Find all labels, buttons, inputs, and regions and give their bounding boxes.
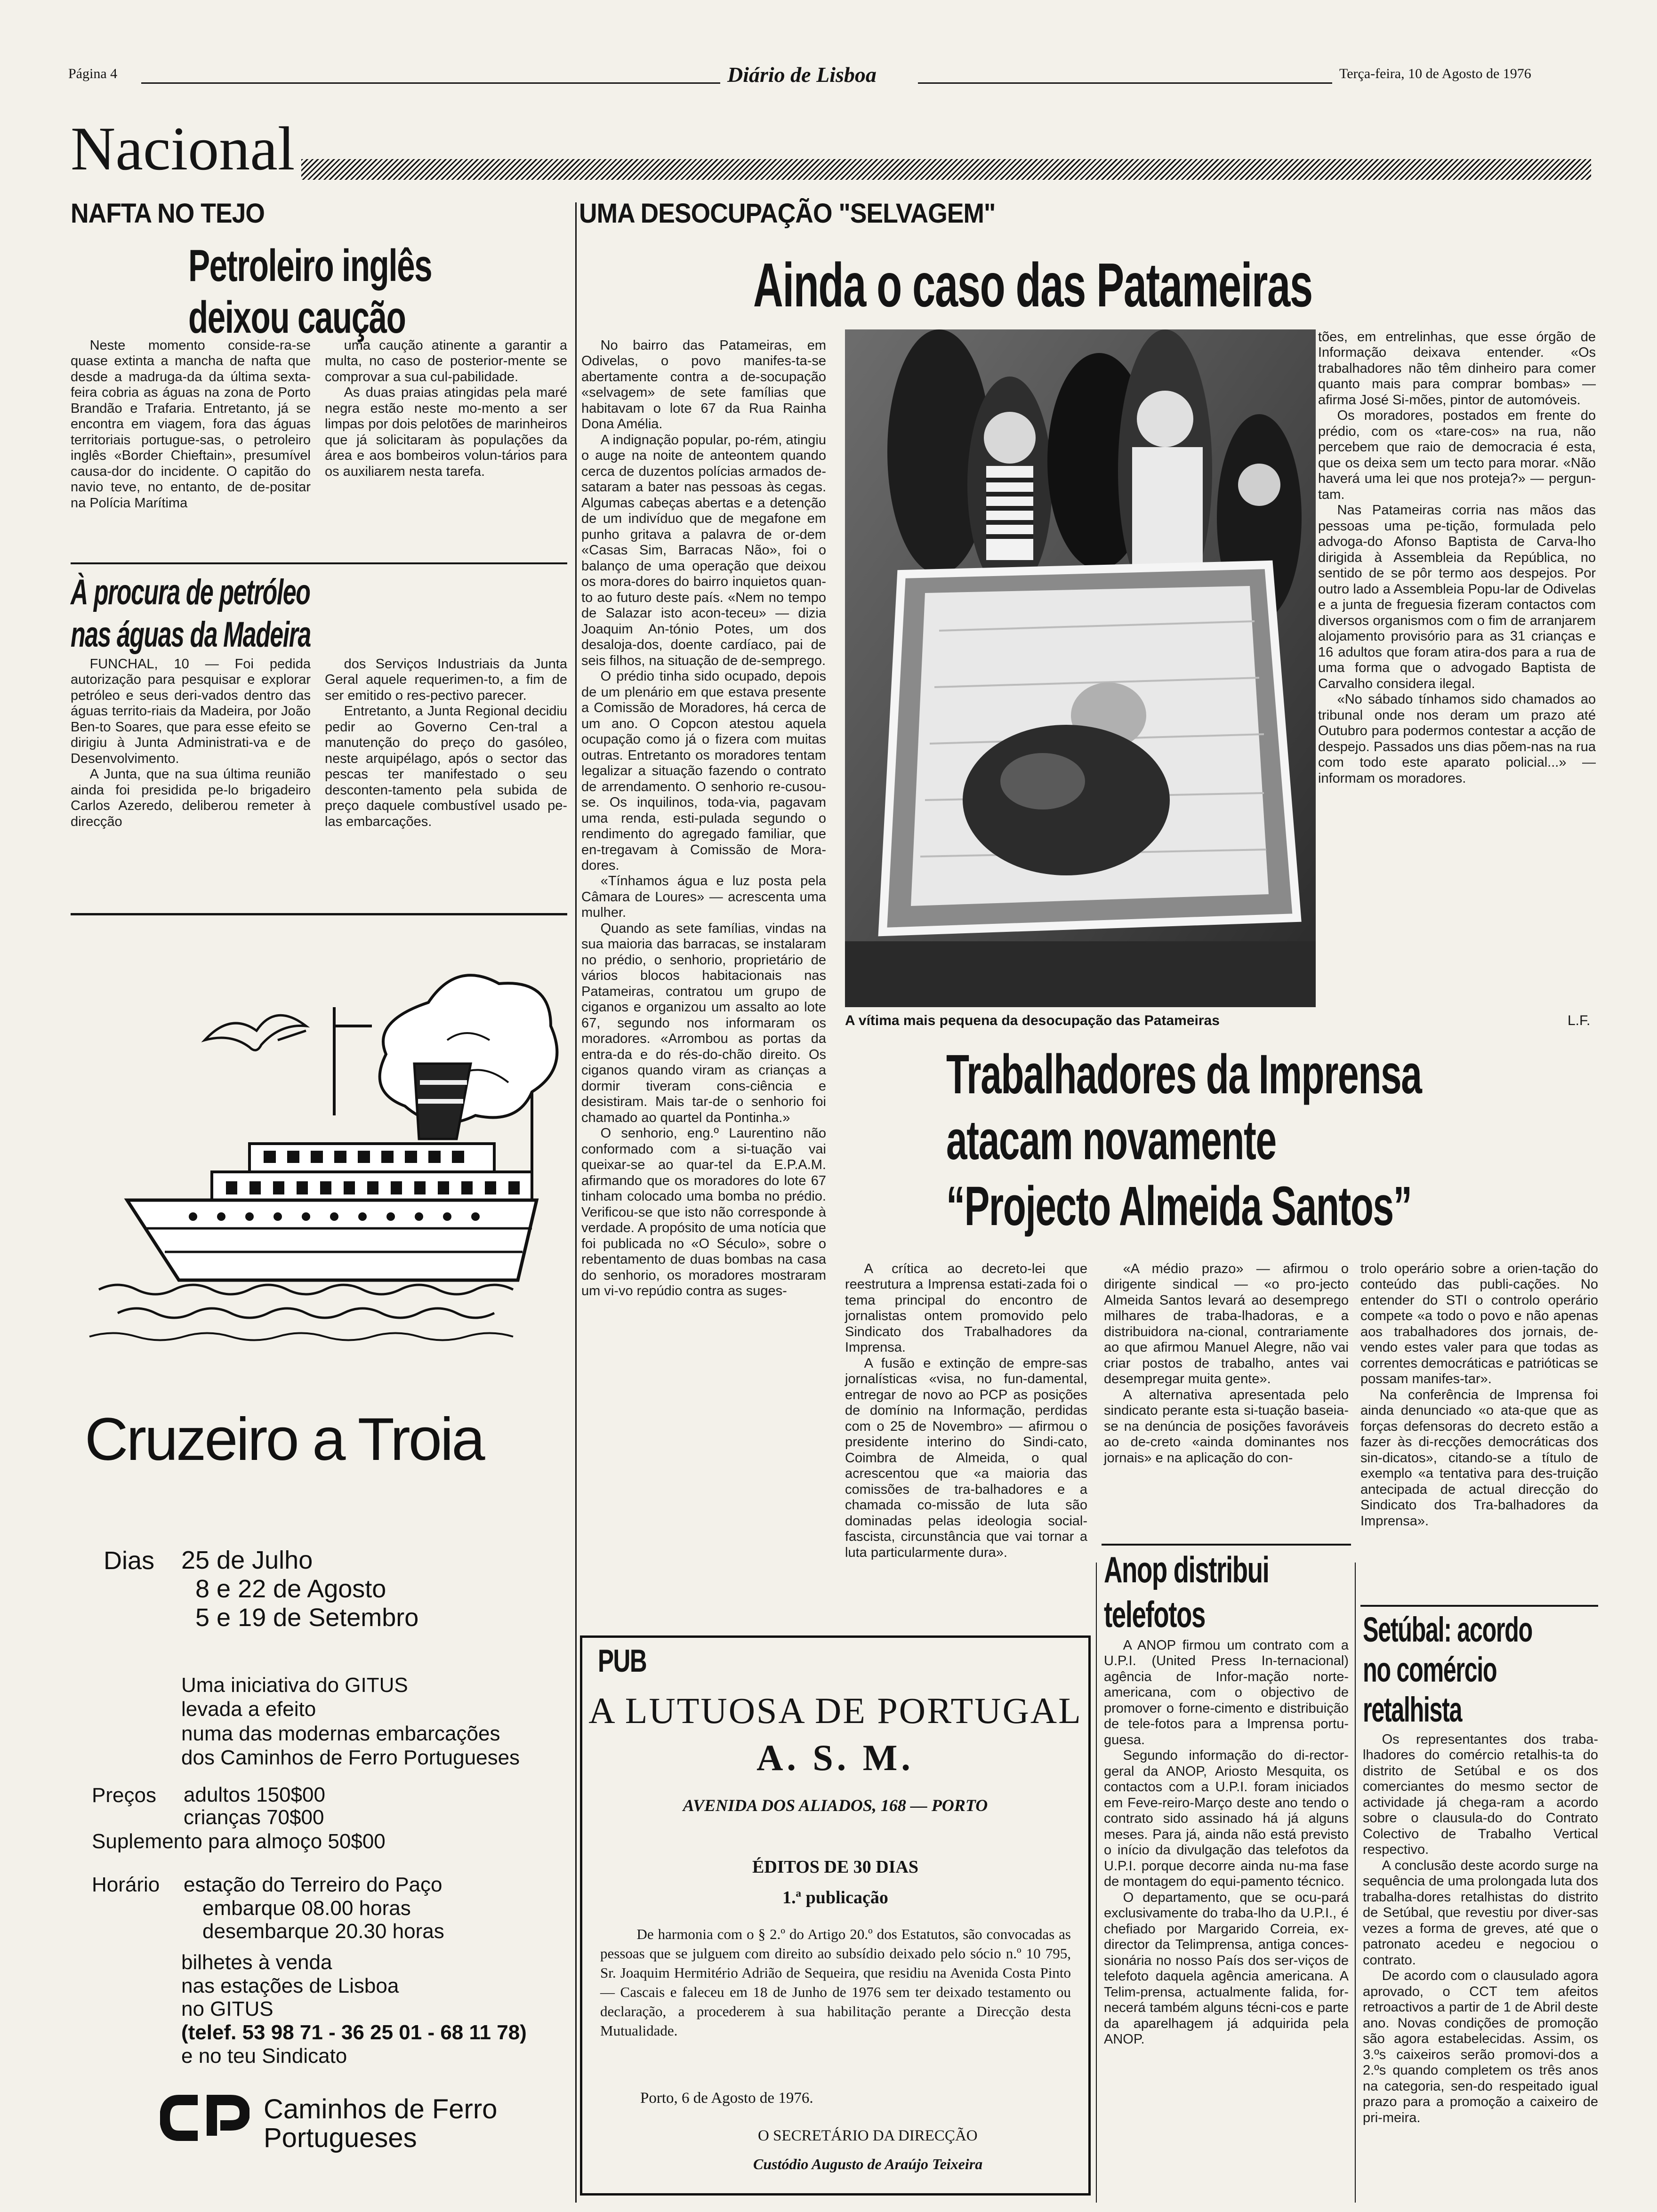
imprensa-col-3	[1360, 1261, 1598, 1529]
ad-logo-line: Caminhos de Ferro	[264, 2094, 498, 2124]
ad-iniciativa-line: Uma iniciativa do GITUS	[181, 1674, 408, 1697]
ad-dias-label: Dias	[104, 1547, 155, 1575]
section-hatch-bar	[301, 159, 1591, 180]
setubal-headline-2: no comércio	[1363, 1650, 1497, 1689]
ad-horario-list	[184, 1873, 444, 1943]
rule-anop-top	[1102, 1544, 1351, 1546]
ad-bilhetes-line: bilhetes à venda	[181, 1951, 332, 1974]
nafta-col-1	[71, 338, 311, 511]
anop-headline-2: telefotos	[1104, 1594, 1205, 1635]
photo-caption: A vítima mais pequena da desocupação das Patameiras	[845, 1013, 1220, 1028]
ad-bilhetes	[181, 1951, 527, 2068]
madeira-paragraph: A Junta, que na sua última reunião ainda foi presidida pe-lo brigadeiro Carlos Azeredo, deliberou remeter à direcção	[71, 767, 311, 829]
pub-signer-title: O SECRETÁRIO DA DIRECÇÃO	[758, 2127, 978, 2144]
ad-iniciativa-line: levada a efeito	[181, 1698, 316, 1721]
imprensa-paragraph: trolo operário sobre a orien-tação do conteúdo das publi-cações. No entender do STI o controlo operário compete «a todo o povo e não apenas aos trabalhadores dos jornais, de-vendo estes valer para que todas as correntes democráticas e patrióticas se possam manifes-tar».	[1360, 1261, 1598, 1387]
madeira-paragraph: FUNCHAL, 10 — Foi pedida autorização para pesquisar e explorar petróleo e seus deri-vados dentro das águas territo-riais da Madeira, por João Ben-to Soares, que para esse efeito se dirigiu à Junta Administrati-va e de Desenvolvimento.	[71, 657, 311, 766]
setubal-headline-3: retalhista	[1363, 1690, 1462, 1729]
nafta-paragraph: uma caução atinente a garantir a multa, no caso de posterior-mente se comprovar a sua cul-pabilidade.	[325, 338, 567, 385]
anop-body	[1104, 1638, 1349, 2048]
imprensa-paragraph: «A médio prazo» — afirmou o dirigente sindical — «o pro-jecto Almeida Santos levará ao desemprego milhares de traba-lhadoras, e a distribuidora na-cional, contrariamente ao que afirmou Manuel Alegre, não vai criar postos de trabalho, antes vai desempregar muita gente».	[1104, 1261, 1349, 1387]
patameiras-paragraph: O senhorio, eng.º Laurentino não conformado com a si-tuação vai queixar-se ao quar-tel da E.P.A.M. afirmando que os moradores do lote 67 tinham colocado uma bomba no prédio. Verificou-se que isto não corresponde à verdade. A propósito de uma notícia que foi publicada no «O Século», sobre o rebentamento de duas bombas na casa do senhorio, os moradores mostraram um vi-vo repúdio contra as suges-	[581, 1126, 826, 1299]
ad-precos-label: Preços	[92, 1784, 156, 1807]
pub-label: PUB	[598, 1643, 647, 1679]
ad-horario-label: Horário	[92, 1873, 160, 1896]
ad-precos-list	[184, 1784, 325, 1829]
imprensa-col-1	[845, 1261, 1087, 1561]
pub-place-date: Porto, 6 de Agosto de 1976.	[640, 2090, 813, 2107]
ad-logo-line: Portugueses	[264, 2122, 417, 2153]
ad-dia: 8 e 22 de Agosto	[195, 1575, 386, 1603]
patameiras-paragraph: Quando as sete famílias, vindas na sua maioria das barracas, se instalaram no prédio, o senhorio, proprietário de vários blocos habitacionais nas Patameiras, contratou um grupo de ciganos e organizou um assalto ao lote 67, segundo nos informaram os moradores. «Arrombou as portas da entra-da e do rés-do-chão direito. Os ciganos quando viram as crianças a dormir tiveram cons-ciência e desistiram. Mais tar-de o senhorio foi chamado ao quartel da Pontinha.»	[581, 921, 826, 1125]
ad-bilhetes-line: nas estações de Lisboa	[181, 1974, 399, 1997]
setubal-paragraph: A conclusão deste acordo surge na sequência de uma prolongada luta dos trabalha-dores retalhistas do distrito de Setúbal, que revestiu por diver-sas vezes a forma de greves, até que o patronato acedeu e negociou o contrato.	[1363, 1858, 1598, 1968]
pub-title: ÉDITOS DE 30 DIAS	[752, 1857, 919, 1877]
rule-vertical-imprensa-2	[1355, 1563, 1356, 2203]
nafta-kicker: NAFTA NO TEJO	[71, 198, 265, 229]
patameiras-paragraph: «No sábado tínhamos sido chamados ao tribunal onde nos deram um prazo até Outubro para podermos contestar a acção de despejo. Passados uns dias põem-nas na rua com todo este aparato policial...» — informam os moradores.	[1318, 692, 1596, 786]
ad-dia: 25 de Julho	[181, 1546, 313, 1574]
pub-signer-name: Custódio Augusto de Araújo Teixeira	[753, 2156, 983, 2172]
rule-ad-top	[71, 913, 567, 915]
cp-logo-text: cp	[205, 2120, 206, 2121]
ad-iniciativa	[181, 1673, 520, 1770]
header-rule-right	[918, 82, 1332, 84]
nafta-headline-2: deixou caução	[188, 292, 406, 343]
ad-iniciativa-line: dos Caminhos de Ferro Portugueses	[181, 1746, 520, 1770]
madeira-col-1	[71, 657, 311, 830]
patameiras-photo	[845, 329, 1316, 1007]
rule-madeira-top	[71, 562, 567, 564]
ad-preco: crianças 70$00	[184, 1806, 324, 1829]
page-header	[0, 0, 1657, 94]
setubal-headline-1: Setúbal: acordo	[1363, 1610, 1532, 1649]
pub-org-2: A. S. M.	[756, 1737, 914, 1778]
patameiras-headline: Ainda o caso das Patameiras	[753, 250, 1312, 320]
imprensa-headline-3: “Projecto Almeida Santos”	[946, 1175, 1412, 1237]
nafta-headline-1: Petroleiro inglês	[188, 240, 432, 291]
ad-suplemento: Suplemento para almoço 50$00	[92, 1830, 386, 1853]
patameiras-paragraph: No bairro das Patameiras, em Odivelas, o povo manifes-ta-se abertamente contra a de-socupação «selvagem» de sete famílias que habitavam o lote 67 da Rua Rainha Dona Amélia.	[581, 338, 826, 432]
madeira-headline-1: À procura de petróleo	[71, 572, 310, 612]
patameiras-paragraph: A indignação popular, po-rém, atingiu o auge na noite de anteontem quando cerca de duzentos polícias armados de-sataram a bater nas pessoas às cegas. Algumas cabeças abertas e a detenção de um indivíduo que de megafone em punho gritava a palavra de or-dem «Casas Sim, Barracas Não», foi o balanço de uma operação que deixou os mora-dores do bairro inquietos quan-to ao futuro deste país. «Nem no tempo de Salazar isto acon-teceu» — dizia Joaquim An-tónio Potes, um dos desaloja-dos, doente cardíaco, pai de seis filhos, na situação de de-semprego.	[581, 432, 826, 668]
imprensa-paragraph: A fusão e extinção de empre-sas jornalísticas «visa, no fun-damental, entregar de novo ao PCP as posições de domínio na Informação, perdidas com o 25 de Novembro» — afirmou o presidente interino do Sindi-cato, Coimbra de Almeida, o qual acrescentou que «a maioria das comissões de tra-balhadores e a chamada co-missão de luta são dominadas pelas ideologia social-fascista, circunstância que vai tornar a luta particularmente dura».	[845, 1355, 1087, 1560]
ad-horario-line: embarque 08.00 horas	[202, 1896, 411, 1920]
ad-logo-text	[264, 2095, 497, 2153]
page-date: Terça-feira, 10 de Agosto de 1976	[1339, 66, 1531, 81]
patameiras-paragraph: tões, em entrelinhas, que esse órgão de Informação deixava entender. «Os trabalhadores não têm dinheiro para comer quanto mais para comprar bombas» — afirma José Si-mões, pintor de automóveis.	[1318, 329, 1596, 408]
ad-dias-list	[181, 1546, 418, 1632]
madeira-headline-2: nas águas da Madeira	[71, 615, 311, 655]
madeira-paragraph: dos Serviços Industriais da Junta Geral aquele requerimen-to, a fim de ser emitido o res-pectivo parecer.	[325, 657, 567, 703]
nafta-paragraph: As duas praias atingidas pela maré negra estão neste mo-mento a ser limpas por dois pelotões de marinheiros que já solicitaram às populações da área e aos bombeiros volun-tários para os auxiliarem nesta tarefa.	[325, 385, 567, 479]
madeira-col-2	[325, 657, 567, 830]
ad-horario-line: estação do Terreiro do Paço	[184, 1873, 442, 1896]
pub-org-1: A LUTUOSA DE PORTUGAL	[588, 1690, 1082, 1731]
imprensa-paragraph: A crítica ao decreto-lei que reestrutura a Imprensa estati-zada foi o tema principal do encontro de jornalistas ontem promovido pelo Sindicato dos Trabalhadores da Imprensa.	[845, 1261, 1087, 1355]
rule-vertical-left	[575, 202, 577, 2203]
anop-paragraph: A ANOP firmou um contrato com a U.P.I. (United Press In-ternacional) agência de Infor-mação norte-americana, com o objectivo de promover o forne-cimento e distribuição de tele-fotos para a Imprensa portu-guesa.	[1104, 1638, 1349, 1747]
setubal-paragraph: Os representantes dos traba-lhadores do comércio retalhis-ta do distrito de Setúbal e os dos comerciantes do mesmo sector de actividade já chega-ram a acordo sobre o clausula-do do Contrato Colectivo de Trabalho Vertical respectivo.	[1363, 1732, 1598, 1858]
ad-dia: 5 e 19 de Setembro	[195, 1603, 419, 1632]
ad-bilhetes-line: no GITUS	[181, 1997, 273, 2021]
ad-horario-line: desembarque 20.30 horas	[202, 1920, 444, 1943]
patameiras-kicker: UMA DESOCUPAÇÃO "SELVAGEM"	[579, 198, 996, 229]
page-number: Página 4	[68, 66, 118, 81]
setubal-paragraph: De acordo com o clausulado agora aprovado, o CCT tem afeitos retroactivos a partir de 1 de Abril deste ano. Novas condições de promoção são agora estabelecidas. Assim, os 3.ºs caixeiros serão promovi-dos a 2.ºs quando completem os três anos na categoria, sen-do respeitado igual prazo para a promoção a caixeiro de pri-meira.	[1363, 1968, 1598, 2125]
rule-setubal-top	[1360, 1605, 1598, 1607]
patameiras-col-3	[1318, 329, 1596, 786]
anop-headline-1: Anop distribui	[1104, 1549, 1269, 1590]
pub-address: AVENIDA DOS ALIADOS, 168 — PORTO	[683, 1796, 988, 1815]
anop-paragraph: O departamento, que se ocu-pará exclusivamente do traba-lho da U.P.I., é chefiado por Margarido Correia, ex-director da Telimprensa, antiga conces-sionária no nosso País dos ser-viços de telefoto daquela agência americana. A Telim-prensa, actualmente falida, for-necerá também alguns técni-cos e parte da aparelhagem já adquirida pela ANOP.	[1104, 1890, 1349, 2047]
patameiras-paragraph: Nas Patameiras corria nas mãos das pessoas uma pe-tição, formulada pelo advoga-do Afonso Baptista de Carva-lho dirigida à Assembleia da República, no sentido de se pôr termo aos despejos. Por outro lado a Assembleia Popu-lar de Odivelas e a junta de freguesia fizeram contactos com diversos organismos com o fim de arranjarem alojamento provisório para as 31 crianças e 16 adultos que foram atira-dos para a rua de uma forma que o advogado Baptista de Carvalho considera ilegal.	[1318, 503, 1596, 691]
pub-body: De harmonia com o § 2.º do Artigo 20.º dos Estatutos, são convocadas as pessoas que se julguem com direito ao subsídio deixado pelo sócio n.º 10 795, Sr. Joaquim Hermitério Adrião de Sequeira, que residiu na Avenida Costa Pinto — Cascais e faleceu em 18 de Junho de 1976 sem ter deixado testamento ou declaração, a procederem à sua habilitação perante a Direcção desta Mutualidade.	[600, 1926, 1071, 2039]
imprensa-col-2	[1104, 1261, 1349, 1466]
ad-preco: adultos 150$00	[184, 1783, 325, 1806]
anop-paragraph: Segundo informação do di-rector-geral da ANOP, Ariosto Mesquita, os contactos com a U.P.I. foram iniciados em Feve-reiro-Março deste ano tendo o contrato sido assinado há já alguns meses. Para já, ainda não está previsto o início da divulgação das telefotos da U.P.I. porque decorre ainda nu-ma fase de montagem do equi-pamento técnico.	[1104, 1748, 1349, 1890]
patameiras-paragraph: «Tínhamos água e luz posta pela Câmara de Loures» — acrescenta uma mulher.	[581, 874, 826, 921]
ad-bilhetes-line: (telef. 53 98 71 - 36 25 01 - 68 11 78)	[181, 2021, 527, 2044]
patameiras-paragraph: Os moradores, postados em frente do prédio, com os «tare-cos» na rua, não percebem que raio de democracia é esta, que os deixa sem um tecto para morar. «Não haverá uma lei que nos proteja?» — pergun-tam.	[1318, 408, 1596, 502]
section-title: Nacional	[71, 114, 295, 183]
patameiras-paragraph: O prédio tinha sido ocupado, depois de um plenário em que estava presente a Comissão de Moradores, há cerca de um ano. O Copcon atestou aquela ocupação como já o fizera com muitas outras. Entretanto os moradores tentam legalizar a situação fazendo o contrato de arrendamento. O senhorio re-cusou-se. Os inquilinos, toda-via, pagavam uma renda, esti-pulada segundo o rendimento do agregado familiar, que en-tregavam à Comissão de Mora-dores.	[581, 669, 826, 873]
patameiras-signature: L.F.	[1568, 1013, 1591, 1028]
rule-vertical-imprensa-1	[1096, 1563, 1097, 2203]
imprensa-headline-1: Trabalhadores da Imprensa	[946, 1043, 1422, 1106]
nafta-paragraph: Neste momento conside-ra-se quase extinta a mancha de nafta que desde a madruga-da da última sexta-feira cobria as águas na zona de Porto Brandão e Trafaria. Entretanto, já se encontra em viagem, fora das águas territoriais portugue-sas, o petroleiro inglês «Border Chieftain», presumível causa-dor do incidente. O capitão do navio teve, no entanto, de de-positar na Polícia Marítima	[71, 338, 311, 511]
madeira-paragraph: Entretanto, a Junta Regional decidiu pedir ao Governo Cen-tral a manutenção do preço do gasóleo, neste arquipélago, após o sector das pescas ter manifestado o seu desconten-tamento pela subida de preço daquele combustível usado pe-las embarcações.	[325, 704, 567, 829]
pub-subtitle: 1.ª publicação	[782, 1888, 888, 1907]
imprensa-headline-2: atacam novamente	[946, 1109, 1276, 1171]
ad-iniciativa-line: numa das modernas embarcações	[181, 1722, 500, 1745]
masthead: Diário de Lisboa	[727, 63, 877, 87]
ad-title: Cruzeiro a Troia	[85, 1406, 483, 1473]
ad-bilhetes-line: e no teu Sindicato	[181, 2044, 347, 2068]
imprensa-paragraph: A alternativa apresentada pelo sindicato perante esta si-tuação baseia-se na denúncia de posições favoráveis ao de-creto «ainda dominantes nos jornais» e na aplicação do con-	[1104, 1387, 1349, 1466]
header-rule-left	[141, 82, 720, 84]
nafta-col-2	[325, 338, 567, 480]
patameiras-col-1	[581, 338, 826, 1299]
cp-logo	[160, 2094, 249, 2141]
setubal-body	[1363, 1732, 1598, 2126]
imprensa-paragraph: Na conferência de Imprensa foi ainda denunciado «o ata-que que as forças defensoras do decreto estão a fazer às di-recções democráticas dos sin-dicatos», citando-se a título de exemplo «a tentativa para des-truição antecipada de actual direcção do Sindicato dos Tra-balhadores da Imprensa».	[1360, 1387, 1598, 1529]
ferry-illustration	[71, 922, 570, 1346]
